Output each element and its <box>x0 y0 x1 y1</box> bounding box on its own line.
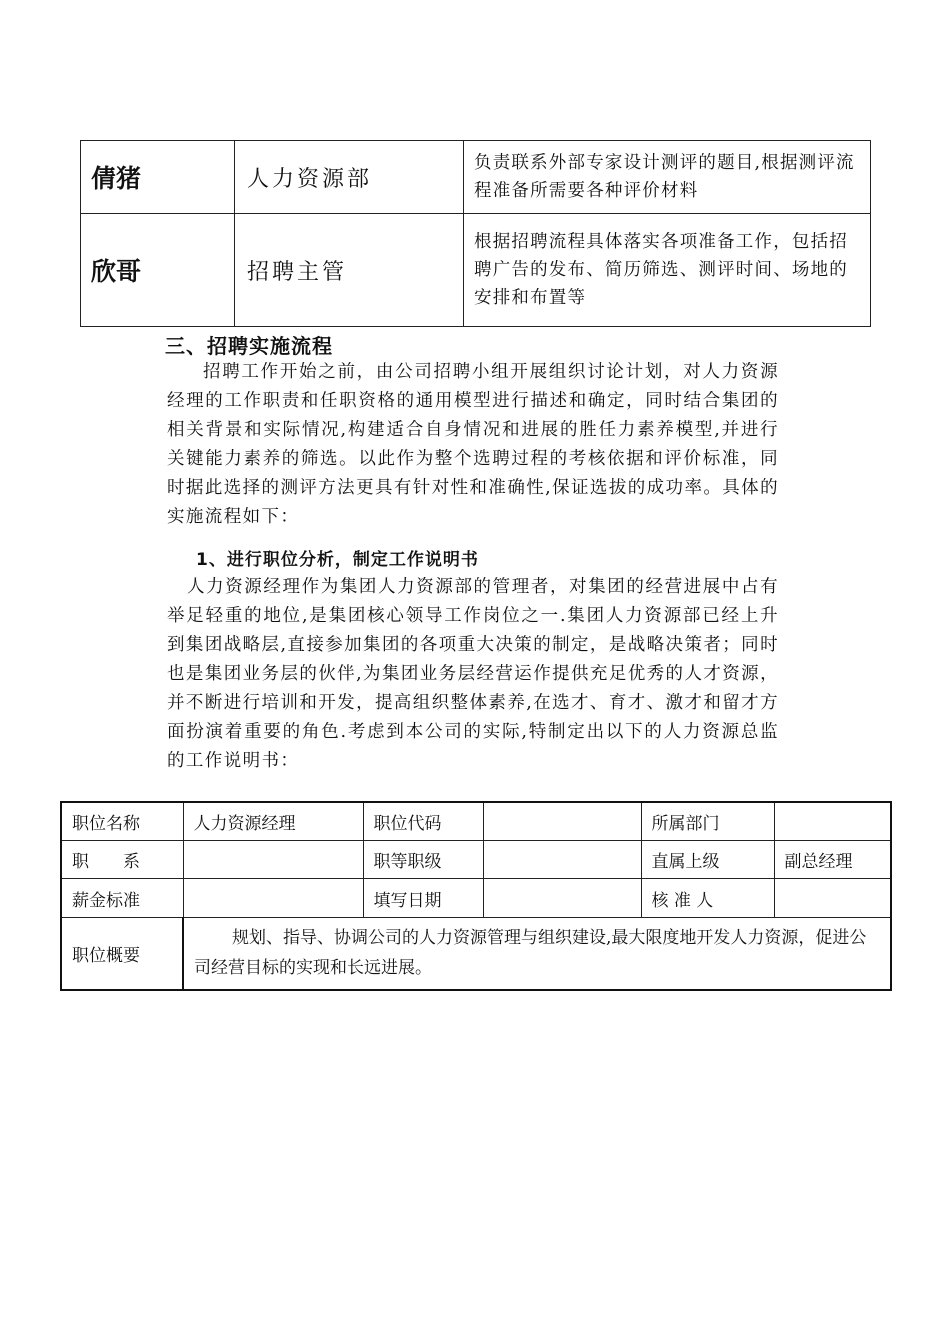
subheading-job-analysis: 1、进行职位分析，制定工作说明书 <box>196 550 479 570</box>
staff-dept-cell: 招聘主管 <box>235 214 464 327</box>
value-fill-date <box>483 879 641 917</box>
paragraph-hr-manager: 人力资源经理作为集团人力资源部的管理者，对集团的经营进展中占有举足轻重的地位,是集团核心领导工作岗位之一.集团人力资源部已经上升到集团战略层,直接参加集团的各项重大决策的制定，是战略决策者；同时也是集团业务层的伙伴,为集团业务层经营运作提供充足优秀的人才资源，并不断进行培训和开发，提高组织整体素养,在选才、育才、激才和留才方面扮演着重要的角色.考虑到本公司的实际,特制定出以下的人力资源总监的工作说明书： <box>167 577 779 771</box>
staff-table <box>80 140 871 327</box>
label-job-family: 职 系 <box>61 840 183 878</box>
label-summary: 职位概要 <box>61 917 183 990</box>
label-approver: 核 准 人 <box>641 879 774 917</box>
job-description-table <box>60 801 892 991</box>
label-department: 所属部门 <box>641 802 774 840</box>
label-fill-date: 填写日期 <box>363 879 483 917</box>
value-job-family <box>183 840 363 878</box>
value-supervisor: 副总经理 <box>774 840 891 878</box>
value-approver <box>774 879 891 917</box>
label-position-code: 职位代码 <box>363 802 483 840</box>
value-department <box>774 802 891 840</box>
label-grade: 职等职级 <box>363 840 483 878</box>
value-salary <box>183 879 363 917</box>
label-salary: 薪金标准 <box>61 879 183 917</box>
staff-name-cell: 倩猪 <box>81 141 235 214</box>
staff-duty-cell: 负责联系外部专家设计测评的题目,根据测评流程准备所需要各种评价材料 <box>464 141 871 214</box>
staff-name-cell: 欣哥 <box>81 214 235 327</box>
staff-duty-cell: 根据招聘流程具体落实各项准备工作，包括招聘广告的发布、简历筛选、测评时间、场地的安排和布置等 <box>464 214 871 327</box>
paragraph-process: 招聘工作开始之前，由公司招聘小组开展组织讨论计划，对人力资源经理的工作职责和任职资格的通用模型进行描述和确定，同时结合集团的相关背景和实际情况,构建适合自身情况和进展的胜任力素养模型,并进行关键能力素养的筛选。以此作为整个选聘过程的考核依据和评价标准，同时据此选择的测评方法更具有针对性和准确性,保证选拔的成功率。具体的实施流程如下： <box>167 362 779 527</box>
label-supervisor: 直属上级 <box>641 840 774 878</box>
label-position-name: 职位名称 <box>61 802 183 840</box>
value-position-code <box>483 802 641 840</box>
value-grade <box>483 840 641 878</box>
value-summary: 规划、指导、协调公司的人力资源管理与组织建设,最大限度地开发人力资源，促进公司经营目标的实现和长远进展。 <box>183 917 891 990</box>
staff-dept-cell: 人力资源部 <box>235 141 464 214</box>
section-heading: 三、招聘实施流程 <box>165 334 333 358</box>
value-position-name: 人力资源经理 <box>183 802 363 840</box>
